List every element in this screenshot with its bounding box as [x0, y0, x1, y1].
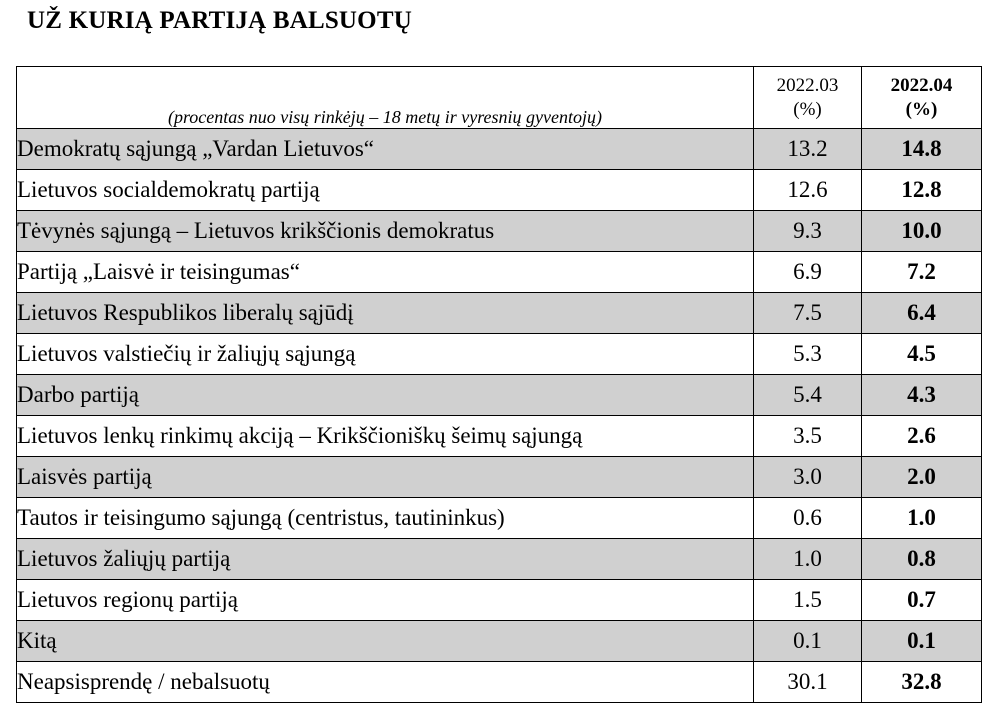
table-row [17, 662, 982, 703]
value-2022-04-cell: 0.7 [862, 580, 982, 621]
party-name-cell: Tėvynės sąjungą – Lietuvos krikščionis demokratus [17, 211, 754, 252]
table-row [17, 416, 982, 457]
party-name-cell: Lietuvos lenkų rinkimų akciją – Krikščioniškų šeimų sąjungą [17, 416, 754, 457]
value-2022-03-cell: 5.3 [754, 334, 862, 375]
party-name-cell: Lietuvos valstiečių ir žaliųjų sąjungą [17, 334, 754, 375]
value-2022-04-cell: 4.3 [862, 375, 982, 416]
value-2022-04-cell: 1.0 [862, 498, 982, 539]
table-row [17, 252, 982, 293]
poll-results-table [16, 66, 982, 703]
party-name-cell: Lietuvos žaliųjų partiją [17, 539, 754, 580]
table-row [17, 170, 982, 211]
column-header-2022-03 [754, 67, 862, 129]
value-2022-04-cell: 12.8 [862, 170, 982, 211]
value-2022-04-cell: 2.6 [862, 416, 982, 457]
value-2022-03-cell: 0.1 [754, 621, 862, 662]
value-2022-03-cell: 5.4 [754, 375, 862, 416]
value-2022-04-cell: 0.1 [862, 621, 982, 662]
column-header-2022-04-label: 2022.04 [890, 74, 953, 96]
party-name-cell: Demokratų sąjungą „Vardan Lietuvos“ [17, 129, 754, 170]
value-2022-03-cell: 9.3 [754, 211, 862, 252]
value-2022-04-cell: 7.2 [862, 252, 982, 293]
value-2022-03-cell: 1.5 [754, 580, 862, 621]
value-2022-03-cell: 6.9 [754, 252, 862, 293]
value-2022-03-cell: 7.5 [754, 293, 862, 334]
value-2022-03-cell: 0.6 [754, 498, 862, 539]
party-name-cell: Lietuvos socialdemokratų partiją [17, 170, 754, 211]
column-header-2022-03-unit: (%) [793, 98, 822, 120]
party-name-cell: Laisvės partiją [17, 457, 754, 498]
party-name-cell: Lietuvos Respublikos liberalų sąjūdį [17, 293, 754, 334]
table-row [17, 334, 982, 375]
value-2022-03-cell: 3.5 [754, 416, 862, 457]
table-row [17, 211, 982, 252]
column-header-2022-04-unit: (%) [905, 98, 938, 120]
table-header-row [17, 67, 982, 129]
page-title: UŽ KURIĄ PARTIJĄ BALSUOTŲ [27, 7, 412, 34]
value-2022-04-cell: 2.0 [862, 457, 982, 498]
party-name-cell: Lietuvos regionų partiją [17, 580, 754, 621]
column-header-2022-04 [862, 67, 982, 129]
column-header-2022-03-label: 2022.03 [776, 74, 839, 96]
value-2022-03-cell: 3.0 [754, 457, 862, 498]
table-row [17, 457, 982, 498]
table-row [17, 621, 982, 662]
value-2022-03-cell: 12.6 [754, 170, 862, 211]
value-2022-04-cell: 10.0 [862, 211, 982, 252]
value-2022-03-cell: 13.2 [754, 129, 862, 170]
table-row [17, 539, 982, 580]
value-2022-04-cell: 4.5 [862, 334, 982, 375]
value-2022-04-cell: 0.8 [862, 539, 982, 580]
table-row [17, 293, 982, 334]
value-2022-03-cell: 1.0 [754, 539, 862, 580]
party-name-cell: Darbo partiją [17, 375, 754, 416]
party-name-cell: Kitą [17, 621, 754, 662]
table-row [17, 375, 982, 416]
value-2022-04-cell: 14.8 [862, 129, 982, 170]
value-2022-04-cell: 32.8 [862, 662, 982, 703]
value-2022-04-cell: 6.4 [862, 293, 982, 334]
table-row [17, 129, 982, 170]
table-row [17, 580, 982, 621]
value-2022-03-cell: 30.1 [754, 662, 862, 703]
table-subtitle: (procentas nuo visų rinkėjų – 18 metų ir vyresnių gyventojų) [17, 67, 754, 129]
party-name-cell: Neapsisprendę / nebalsuotų [17, 662, 754, 703]
party-name-cell: Partiją „Laisvė ir teisingumas“ [17, 252, 754, 293]
table-row [17, 498, 982, 539]
party-name-cell: Tautos ir teisingumo sąjungą (centristus, tautininkus) [17, 498, 754, 539]
